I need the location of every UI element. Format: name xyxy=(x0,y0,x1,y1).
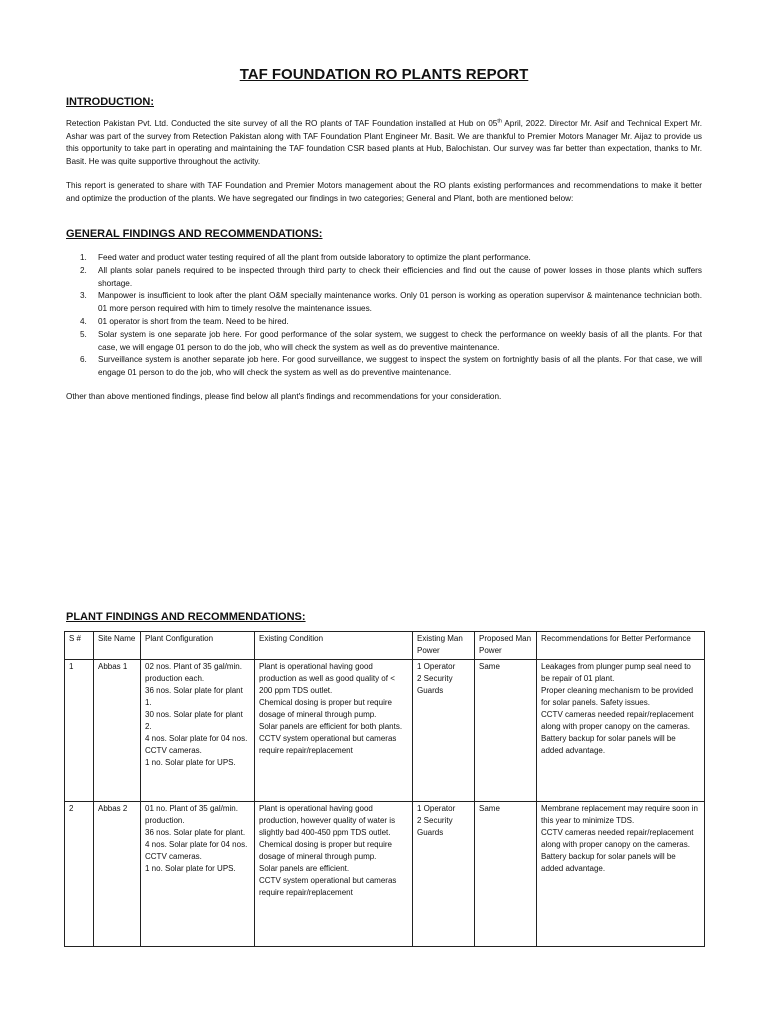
config-line: 36 nos. Solar plate for plant 1. xyxy=(145,686,243,707)
cell-site-name: Abbas 1 xyxy=(94,660,141,802)
config-line: 1 no. Solar plate for UPS. xyxy=(145,864,236,873)
cell-existing-man-power xyxy=(413,802,475,947)
manpower-line: 2 Security Guards xyxy=(417,674,453,695)
recommendation-line: Battery backup for solar panels will be added advantage. xyxy=(541,734,676,755)
recommendation-line: Proper cleaning mechanism to be provided for solar panels. Safety issues. xyxy=(541,686,694,707)
condition-line: CCTV system operational but cameras require repair/replacement xyxy=(259,876,397,897)
condition-line: Chemical dosing is proper but require dosage of mineral through pump. xyxy=(259,840,392,861)
finding-text: Manpower is insufficient to look after the plant O&M specially maintenance works. Only 01 person is working as operation supervisor & maintenance technician both. 01 more person required with him to timely resolve the maintenance issues. xyxy=(98,291,702,314)
finding-item xyxy=(66,265,702,291)
config-line: 36 nos. Solar plate for plant. xyxy=(145,828,246,837)
manpower-line: 1 Operator xyxy=(417,804,456,813)
finding-item xyxy=(66,316,702,329)
finding-number: 3. xyxy=(80,291,87,301)
column-header: Recommendations for Better Performance xyxy=(537,632,705,660)
finding-item xyxy=(66,252,702,265)
manpower-line: 1 Operator xyxy=(417,662,456,671)
plant-findings-table xyxy=(64,631,705,947)
finding-text: Solar system is one separate job here. For good performance of the solar system, we suggest to check the performance on weekly basis of all the plants. For that case, we will engage 01 person to do the job, who will check the system as well as do preventive maintenance. xyxy=(98,329,702,352)
column-header: Existing Man Power xyxy=(413,632,475,660)
cell-serial: 1 xyxy=(65,660,94,802)
cell-recommendations xyxy=(537,660,705,802)
column-header: Existing Condition xyxy=(255,632,413,660)
cell-existing-condition xyxy=(255,802,413,947)
config-line: 1 no. Solar plate for UPS. xyxy=(145,758,236,767)
finding-number: 1. xyxy=(80,253,87,262)
condition-line: Plant is operational having good production as well as good quality of < 200 ppm TDS outlet. xyxy=(259,662,395,695)
config-line: 02 nos. Plant of 35 gal/min. production each. xyxy=(145,662,242,683)
cell-existing-condition xyxy=(255,660,413,802)
table-header-row xyxy=(65,632,705,660)
table-row xyxy=(65,660,705,802)
finding-item xyxy=(66,354,702,380)
general-findings-heading: GENERAL FINDINGS AND RECOMMENDATIONS: xyxy=(66,228,323,240)
condition-line: Solar panels are efficient. xyxy=(259,864,350,873)
finding-text: Surveillance system is another separate job here. For good surveillance, we suggest to inspect the system on fortnightly basis of all the plants. For that case, we will engage 01 person to do the job, who will check the system as well as do preventive maintenance. xyxy=(98,355,702,378)
intro-text-part-2: April, 2022. Director Mr. Asif and Technical Expert Mr. Ashar was part of the survey from Retection Pakistan along with TAF Foundation Plant Engineer Mr. Basit. We are thankful to Premier Motors Manager Mr. Aijaz to provide us this opportunity to take part in operating and maintaining the TAF foundation CSR based plants at Hub, Balochistan. Our survey was far better than expectation, thanks to Mr. Basit. He was quite supportive throughout the activity. xyxy=(66,119,702,166)
cell-existing-man-power xyxy=(413,660,475,802)
condition-line: Plant is operational having good production, however quality of water is slightly bad 400-450 ppm TDS outlet. xyxy=(259,804,396,837)
manpower-line: 2 Security Guards xyxy=(417,816,453,837)
finding-number: 6. xyxy=(80,355,87,365)
general-closing-text: Other than above mentioned findings, please find below all plant's findings and recommendations for your consideration. xyxy=(66,392,502,401)
recommendation-line: Battery backup for solar panels will be added advantage. xyxy=(541,852,676,873)
introduction-paragraph-2: This report is generated to share with TAF Foundation and Premier Motors management about the RO plants existing performances and recommendations to make it better and optimize the production of the plants. We have segregated our findings in two categories; General and Plant, both are mentioned below: xyxy=(66,181,702,203)
config-line: 30 nos. Solar plate for plant 2. xyxy=(145,710,243,731)
finding-item xyxy=(66,290,702,316)
finding-number: 5. xyxy=(80,329,87,339)
table-row xyxy=(65,802,705,947)
cell-plant-configuration xyxy=(141,660,255,802)
finding-text: Feed water and product water testing required of all the plant from outside laboratory to optimize the plant performance. xyxy=(98,253,531,262)
cell-recommendations xyxy=(537,802,705,947)
intro-text-part-1: Retection Pakistan Pvt. Ltd. Conducted the site survey of all the RO plants of TAF Foundation installed at Hub on 05 xyxy=(66,119,498,128)
finding-number: 4. xyxy=(80,316,87,326)
cell-site-name: Abbas 2 xyxy=(94,802,141,947)
config-line: 01 no. Plant of 35 gal/min. production. xyxy=(145,804,238,825)
introduction-heading: INTRODUCTION: xyxy=(66,96,154,108)
finding-item xyxy=(66,329,702,355)
recommendation-line: Membrane replacement may require soon in this year to minimize TDS. xyxy=(541,804,698,825)
condition-line: CCTV system operational but cameras require repair/replacement xyxy=(259,734,397,755)
report-title: TAF FOUNDATION RO PLANTS REPORT xyxy=(239,66,529,83)
condition-line: Solar panels are efficient for both plants. xyxy=(259,722,403,731)
recommendation-line: CCTV cameras needed repair/replacement along with proper canopy on the cameras. xyxy=(541,710,694,731)
condition-line: Chemical dosing is proper but require dosage of mineral through pump. xyxy=(259,698,392,719)
recommendation-line: CCTV cameras needed repair/replacement along with proper canopy on the cameras. xyxy=(541,828,694,849)
finding-number: 2. xyxy=(80,265,87,275)
recommendation-line: Leakages from plunger pump seal need to be repair of 01 plant. xyxy=(541,662,691,683)
column-header: S # xyxy=(65,632,94,660)
cell-proposed-man-power: Same xyxy=(475,802,537,947)
intro-superscript: th xyxy=(497,118,502,125)
config-line: 4 nos. Solar plate for 04 nos. CCTV cameras. xyxy=(145,734,248,755)
cell-plant-configuration xyxy=(141,802,255,947)
cell-serial: 2 xyxy=(65,802,94,947)
column-header: Proposed Man Power xyxy=(475,632,537,660)
column-header: Plant Configuration xyxy=(141,632,255,660)
cell-proposed-man-power: Same xyxy=(475,660,537,802)
introduction-paragraph-1 xyxy=(66,118,702,168)
column-header: Site Name xyxy=(94,632,141,660)
config-line: 4 nos. Solar plate for 04 nos. CCTV cameras. xyxy=(145,840,248,861)
plant-findings-heading: PLANT FINDINGS AND RECOMMENDATIONS: xyxy=(66,611,306,623)
general-findings-list xyxy=(66,252,702,380)
finding-text: All plants solar panels required to be inspected through third party to check their efficiencies and find out the cause of power losses in those plants which suffers shortage. xyxy=(98,265,702,288)
finding-text: 01 operator is short from the team. Need to be hired. xyxy=(98,316,289,326)
